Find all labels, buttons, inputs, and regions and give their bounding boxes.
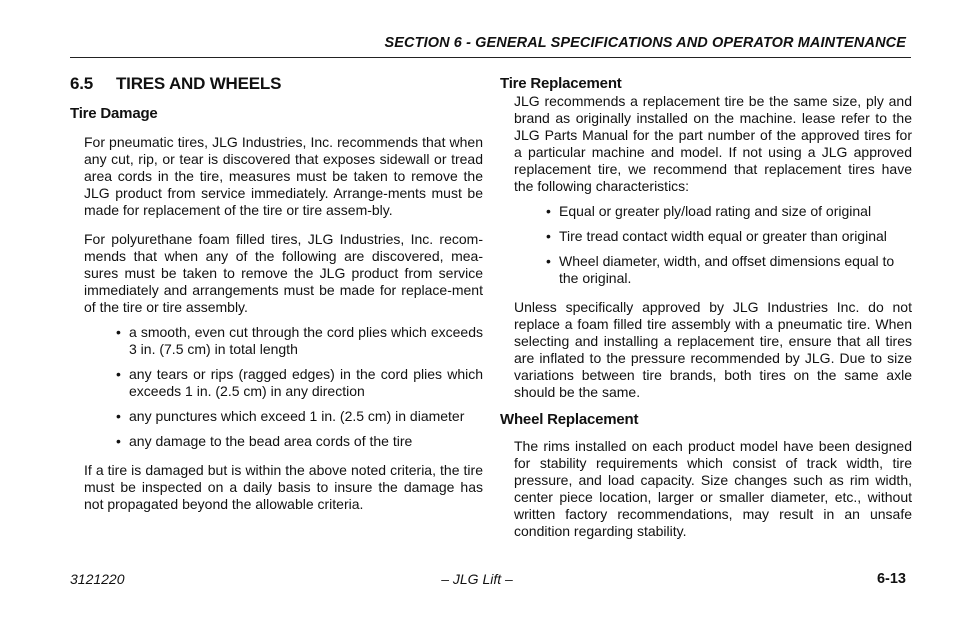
list-item: • any tears or rips (ragged edges) in the cord plies which exceeds 1 in. (2.5 cm) in any direction	[114, 366, 483, 400]
replacement-characteristics-list	[544, 203, 912, 287]
document-number: 3121220	[70, 571, 125, 587]
tire-replacement-paragraph-1: JLG recommends a replacement tire be the same size, ply and brand as originally installed on the machine. lease refer to the JLG Parts Manual for the part number of the approved tires for a particular machine and model. If not using a JLG approved replacement tire, we recommend that replacement tires have the following characteristics:	[514, 93, 912, 194]
list-item: • any damage to the bead area cords of the tire	[114, 433, 483, 450]
list-item: • Equal or greater ply/load rating and size of original	[544, 203, 912, 220]
list-item: • any punctures which exceed 1 in. (2.5 cm) in diameter	[114, 408, 483, 425]
section-heading-number: 6.5	[70, 74, 94, 93]
section-heading	[70, 75, 483, 92]
wheel-replacement-body	[514, 438, 912, 540]
list-item: • Wheel diameter, width, and offset dimensions equal to the original.	[544, 253, 912, 287]
tire-damage-paragraph-1: For pneumatic tires, JLG Industries, Inc. recommends that when any cut, rip, or tear is discovered that exposes sidewall or tread area cords in the tire, measures must be taken to remove the JLG product from service immediately. Arrange-ments must be made for replacement of the tire or tire assem-bly.	[84, 134, 483, 218]
tire-damage-paragraph-3: If a tire is damaged but is within the above noted criteria, the tire must be inspected on a daily basis to insure the damage has not propagated beyond the allowable criteria.	[84, 462, 483, 512]
section-heading-title: TIRES AND WHEELS	[116, 74, 282, 93]
footer-center-text: – JLG Lift –	[441, 571, 513, 587]
tire-damage-body	[84, 134, 483, 513]
tire-replacement-paragraph-2: Unless specifically approved by JLG Industries Inc. do not replace a foam filled tire assembly with a pneumatic tire. When selecting and installing a replacement tire, ensure that all tires are inflated to the pressure recommended by JLG. Due to size variations between tire brands, both tires on the same axle should be the same.	[514, 299, 912, 400]
page-number: 6-13	[876, 571, 906, 587]
right-column	[500, 72, 912, 540]
tire-damage-criteria-list	[114, 324, 483, 450]
tire-damage-paragraph-2: For polyurethane foam filled tires, JLG Industries, Inc. recom-mends that when any of the following are discovered, mea-sures must be taken to remove the JLG product from service immediately and arrangements must be made for replace-ment of the tire or tire assembly.	[84, 231, 483, 315]
header-divider	[70, 57, 911, 58]
tire-damage-heading: Tire Damage	[70, 105, 158, 122]
section-title: SECTION 6 - GENERAL SPECIFICATIONS AND OPERATOR MAINTENANCE	[384, 35, 906, 51]
left-column	[70, 72, 483, 513]
tire-replacement-heading: Tire Replacement	[500, 75, 622, 92]
wheel-replacement-paragraph: The rims installed on each product model have been designed for stability requirements which consist of track width, tire pressure, and load capacity. Size changes such as rim width, center piece location, larger or smaller diameter, etc., without written factory recommendations, may result in an unsafe condition regarding stability.	[514, 438, 912, 539]
list-item: • Tire tread contact width equal or greater than original	[544, 228, 912, 245]
tire-replacement-body	[514, 93, 912, 401]
list-item: • a smooth, even cut through the cord plies which exceeds 3 in. (7.5 cm) in total length	[114, 324, 483, 358]
wheel-replacement-heading: Wheel Replacement	[500, 411, 639, 428]
